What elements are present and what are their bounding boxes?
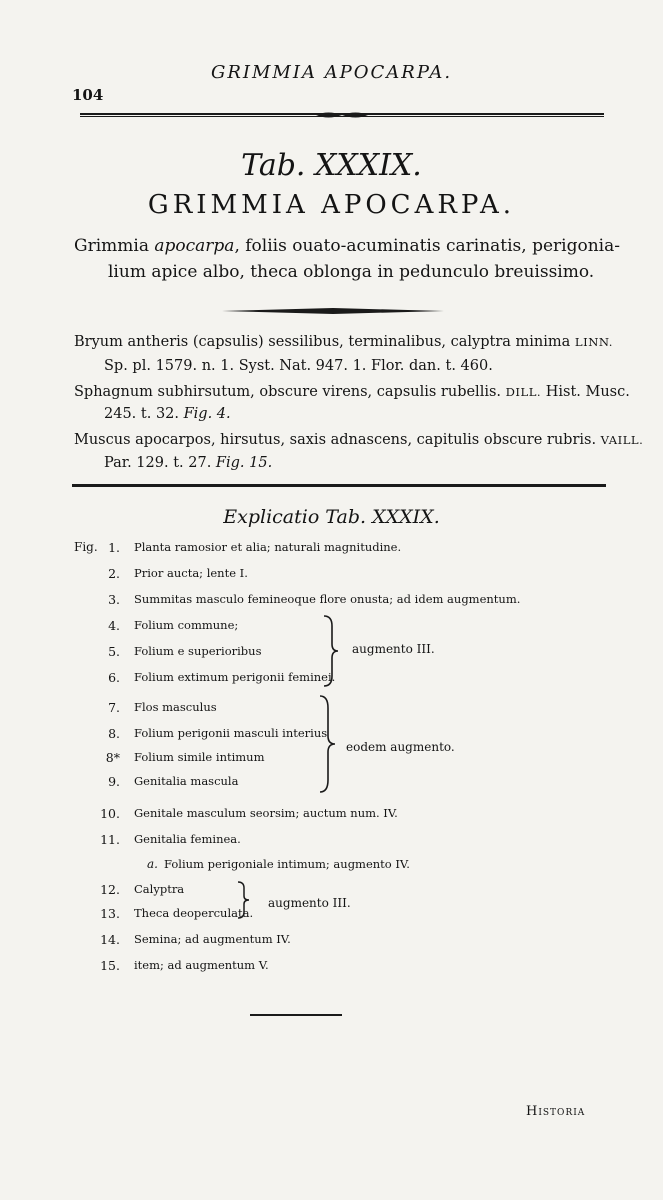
figure-description: Flos masculus	[134, 700, 217, 714]
synonym-author: DILL.	[505, 385, 542, 399]
figure-description: Planta ramosior et alia; naturali magnitudine.	[134, 540, 402, 554]
synonym-fig: Fig. 15.	[215, 455, 273, 471]
brace-label: eodem augmento.	[346, 740, 455, 754]
figure-number: 13.	[100, 906, 120, 921]
figure-number: 11.	[100, 832, 120, 847]
figure-description: Summitas masculo femineoque flore onusta; ad idem augmentum.	[134, 592, 521, 606]
figure-description: Folium commune;	[134, 618, 239, 632]
catchword	[526, 1104, 585, 1119]
figure-number: 8*	[105, 750, 120, 765]
figure-number: 1.	[108, 540, 120, 555]
figure-description: Folium simile intimum	[134, 750, 265, 764]
brace-3	[234, 880, 252, 920]
brace-1	[318, 614, 340, 688]
fig-label: Fig.	[74, 540, 98, 554]
section-rule	[72, 484, 606, 487]
figure-description: Folium extimum perigonii feminei.	[134, 670, 336, 684]
figure-number: 3.	[108, 592, 120, 607]
synonym-3-line-1	[74, 432, 643, 448]
synonym-ref: 245. t. 32.	[104, 406, 184, 422]
synonym-2-line-2	[104, 406, 231, 422]
synonym-ref: Par. 129. t. 27.	[104, 455, 216, 471]
synonym-author: LINN.	[574, 335, 613, 349]
synonym-author: VAILL.	[600, 433, 644, 447]
diagnosis-text: , foliis ouato-acuminatis carinatis, perigonia-	[234, 236, 620, 256]
synonym-text: Bryum antheris (capsulis) sessilibus, terminalibus, calyptra minima	[74, 334, 575, 350]
figure-number: 2.	[108, 566, 120, 581]
brace-label: augmento III.	[268, 896, 351, 910]
figure-description: Genitalia mascula	[134, 774, 239, 788]
figure-description: Calyptra	[134, 882, 185, 896]
page-number: 104	[72, 86, 104, 104]
diagnosis-line-2: lium apice albo, theca oblonga in pedunculo breuissimo.	[108, 262, 595, 282]
figure-sub-letter: a.	[147, 857, 158, 871]
figure-number: 5.	[108, 644, 120, 659]
figure-description: Semina; ad augmentum IV.	[134, 932, 291, 946]
catchword-text: Historia	[526, 1104, 586, 1119]
figure-number: 10.	[100, 806, 120, 821]
diagnosis-line-1	[74, 236, 620, 256]
figure-description: Folium perigoniale intimum; augmento IV.	[164, 857, 410, 871]
synonym-1-line-1	[74, 334, 613, 350]
figure-number: 8.	[108, 726, 120, 741]
running-head: GRIMMIA APOCARPA.	[210, 62, 453, 83]
species-title: GRIMMIA APOCARPA.	[147, 190, 516, 220]
explicatio-title: Explicatio Tab. XXXIX.	[223, 506, 440, 528]
figure-description: Prior aucta; lente I.	[134, 566, 248, 580]
synonym-2-line-1	[74, 384, 630, 400]
synonym-1-line-2: Sp. pl. 1579. n. 1. Syst. Nat. 947. 1. Flor. dan. t. 460.	[104, 358, 493, 374]
synonym-text: Sphagnum subhirsutum, obscure virens, capsulis rubellis.	[74, 384, 506, 400]
figure-number: 6.	[108, 670, 120, 685]
synonym-text: Hist. Musc.	[541, 384, 630, 400]
closing-rule	[250, 1014, 342, 1016]
figure-description: Genitale masculum seorsim; auctum num. IV.	[134, 806, 398, 820]
figure-description: Genitalia feminea.	[134, 832, 241, 846]
figure-number: 15.	[100, 958, 120, 973]
figure-description: item; ad augmentum V.	[134, 958, 269, 972]
genus-name: Grimmia	[74, 236, 149, 256]
brace-label: augmento III.	[352, 642, 435, 656]
figure-number: 12.	[100, 882, 120, 897]
figure-number: 9.	[108, 774, 120, 789]
figure-number: 7.	[108, 700, 120, 715]
brace-2	[314, 694, 338, 794]
plate-number: Tab. XXXIX.	[241, 148, 422, 183]
species-epithet: apocarpa	[154, 236, 235, 256]
figure-description: Folium perigonii masculi interius	[134, 726, 328, 740]
figure-description: Theca deoperculata.	[134, 906, 254, 920]
figure-description: Folium e superioribus	[134, 644, 262, 658]
synonym-fig: Fig. 4.	[183, 406, 231, 422]
synonym-3-line-2	[104, 455, 272, 471]
figure-number: 14.	[100, 932, 120, 947]
synonym-text: Muscus apocarpos, hirsutus, saxis adnascens, capitulis obscure rubris.	[74, 432, 601, 448]
figure-number: 4.	[108, 618, 120, 633]
header-rule	[80, 110, 604, 120]
ornament-rule	[222, 307, 444, 315]
